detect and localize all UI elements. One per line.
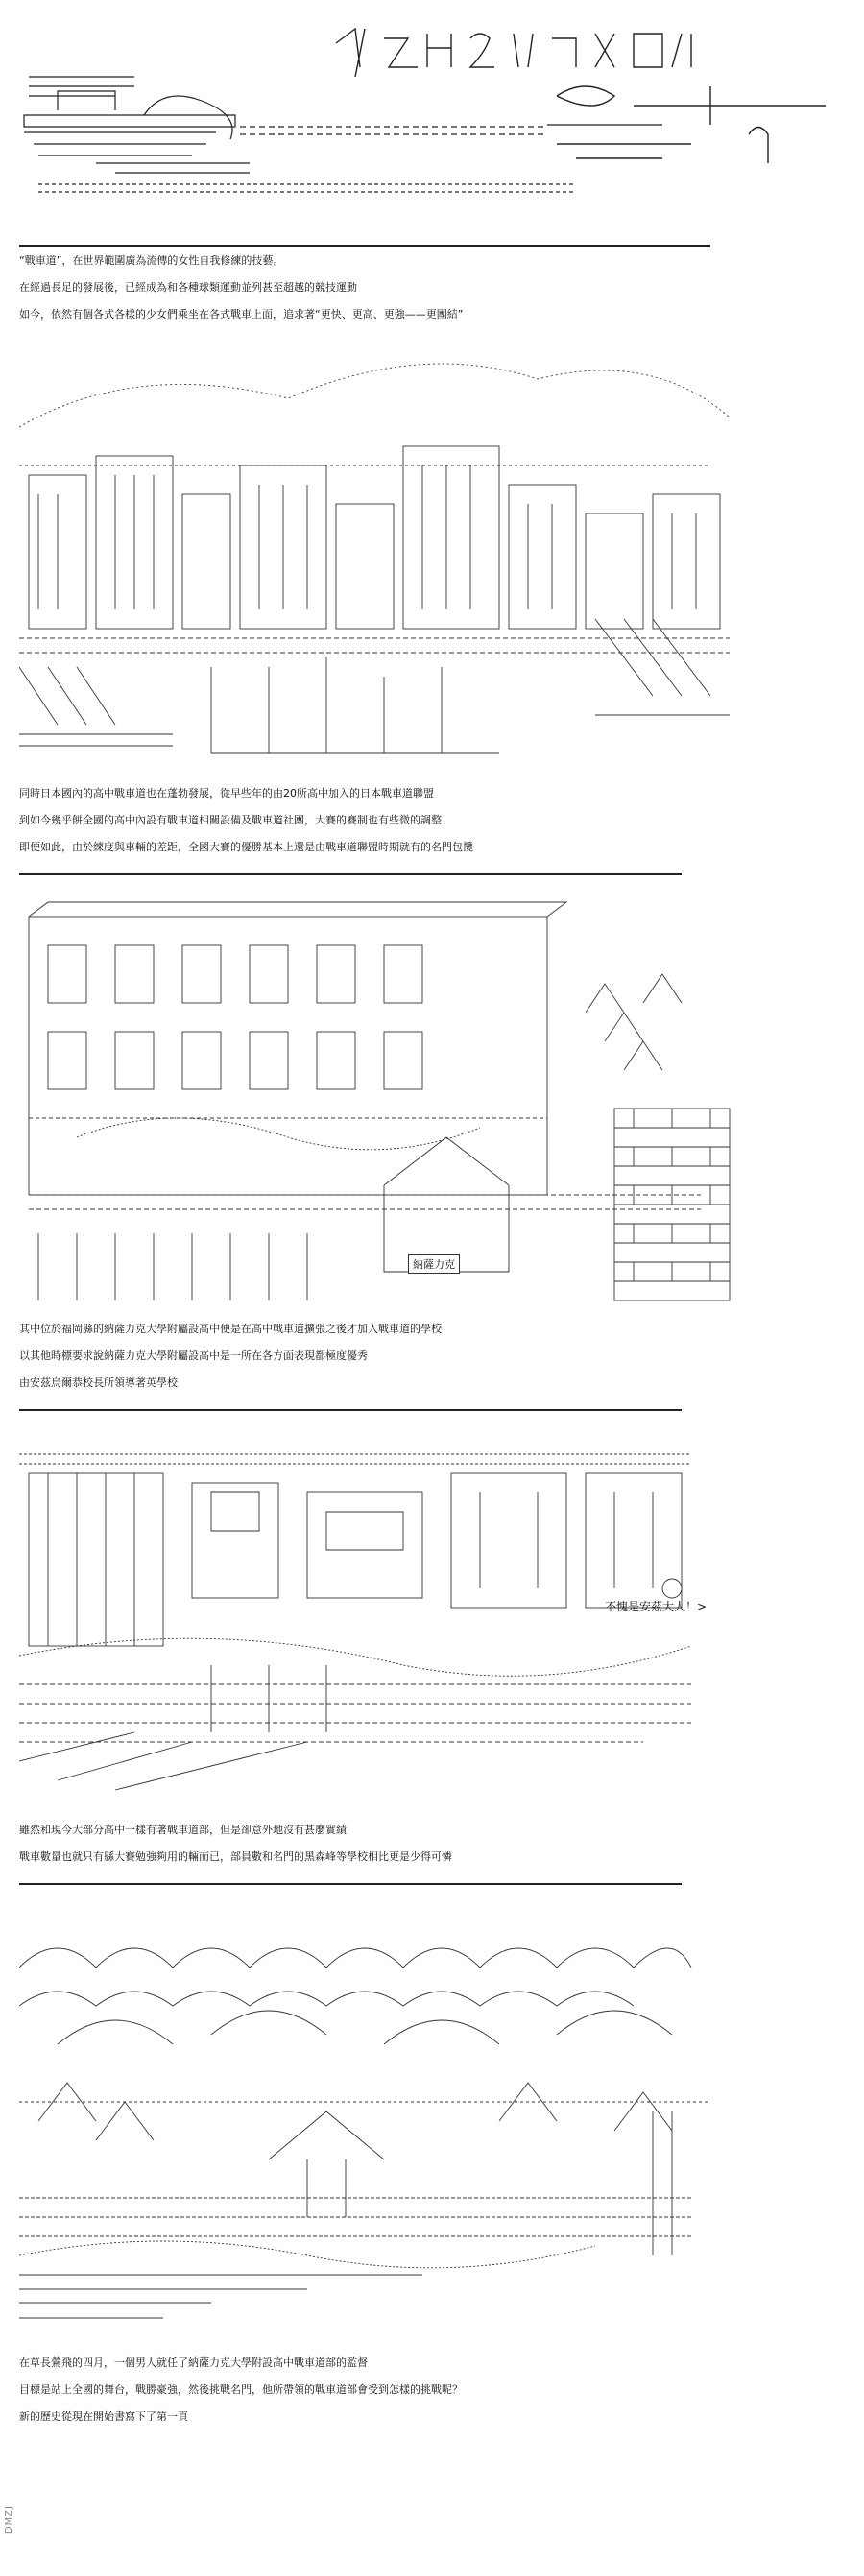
- divider: [19, 1883, 682, 1885]
- caption-line: 同時日本國內的高中戰車道也在蓬勃發展，從早些年的由20所高中加入的日本戰車道聯盟: [19, 787, 434, 799]
- title-lettering: [336, 29, 826, 163]
- caption-line: 由安茲烏爾恭校長所領導著英學校: [19, 1376, 178, 1389]
- caption-block: [19, 787, 845, 868]
- caption-line: 其中位於福岡縣的納薩力克大學附屬設高中便是在高中戰車道擴張之後才加入戰車道的學校: [19, 1323, 442, 1335]
- divider: [19, 873, 682, 875]
- caption-line: 到如今幾乎餅全國的高中內設有戰車道相關設備及戰車道社團，大賽的賽制也有些微的調整: [19, 814, 442, 826]
- school-sign: 納薩力克: [408, 1254, 460, 1274]
- title-panel: [19, 19, 845, 230]
- caption-line: 戰車數量也就只有縣大賽勉強夠用的輛而已，部員數和名門的黑森峰等學校相比更是少得可憐: [19, 1850, 452, 1863]
- divider: [19, 1409, 682, 1411]
- caption-line: 以其他時標要求說納薩力克大學附屬設高中是一所在各方面表現都極度優秀: [19, 1349, 368, 1362]
- speech-balloon: 不愧是安茲大人！>: [605, 1600, 708, 1613]
- trees-panel: [19, 1910, 845, 2351]
- section-2: [19, 787, 845, 893]
- caption-line: 在經過長足的發展後，已經成為和各種球類運動並列甚至超越的競技運動: [19, 281, 357, 294]
- section-4: [19, 1824, 845, 1910]
- caption-line: 目標是站上全國的舞台，戰勝豪強，然後挑戰名門，他所帶領的戰車道部會受到怎樣的挑戰呢？: [19, 2383, 463, 2396]
- section-5: [19, 2356, 845, 2462]
- section-3: [19, 1323, 845, 1428]
- caption-line: 雖然和現今大部分高中一樣有著戰車道部，但是卻意外地沒有甚麼實績: [19, 1824, 347, 1836]
- school-ascii-art: [19, 897, 845, 1310]
- section-1: [19, 245, 845, 350]
- interior-ascii-art: [19, 1435, 845, 1809]
- caption-line: 在草長鶯飛的四月，一個男人就任了納薩力克大學附設高中戰車道部的監督: [19, 2356, 368, 2369]
- school-panel: [19, 897, 845, 1310]
- title-ascii-art: [19, 19, 845, 230]
- interior-panel: [19, 1435, 845, 1809]
- caption-line: 如今，依然有個各式各樣的少女們乘坐在各式戰車上面，追求著“更快、更高、更強——更團結”: [19, 308, 464, 321]
- caption-line: “戰車道”，在世界範圍廣為流傳的女性自我修練的技藝。: [19, 254, 284, 267]
- caption-line: 新的歷史從現在開始書寫下了第一頁: [19, 2410, 188, 2422]
- caption-block: [19, 1323, 845, 1403]
- cityscape-ascii-art: [19, 350, 845, 792]
- caption-block: [19, 254, 845, 335]
- trees-ascii-art: [19, 1910, 845, 2351]
- site-watermark: DMZJ: [4, 2505, 14, 2535]
- divider: [19, 245, 710, 247]
- cityscape-panel: [19, 350, 845, 792]
- caption-block: [19, 1824, 845, 1877]
- caption-line: 即便如此，由於練度與車輛的差距，全國大賽的優勝基本上還是由戰車道聯盟時期就有的名門包攬: [19, 841, 473, 853]
- caption-block: [19, 2356, 845, 2437]
